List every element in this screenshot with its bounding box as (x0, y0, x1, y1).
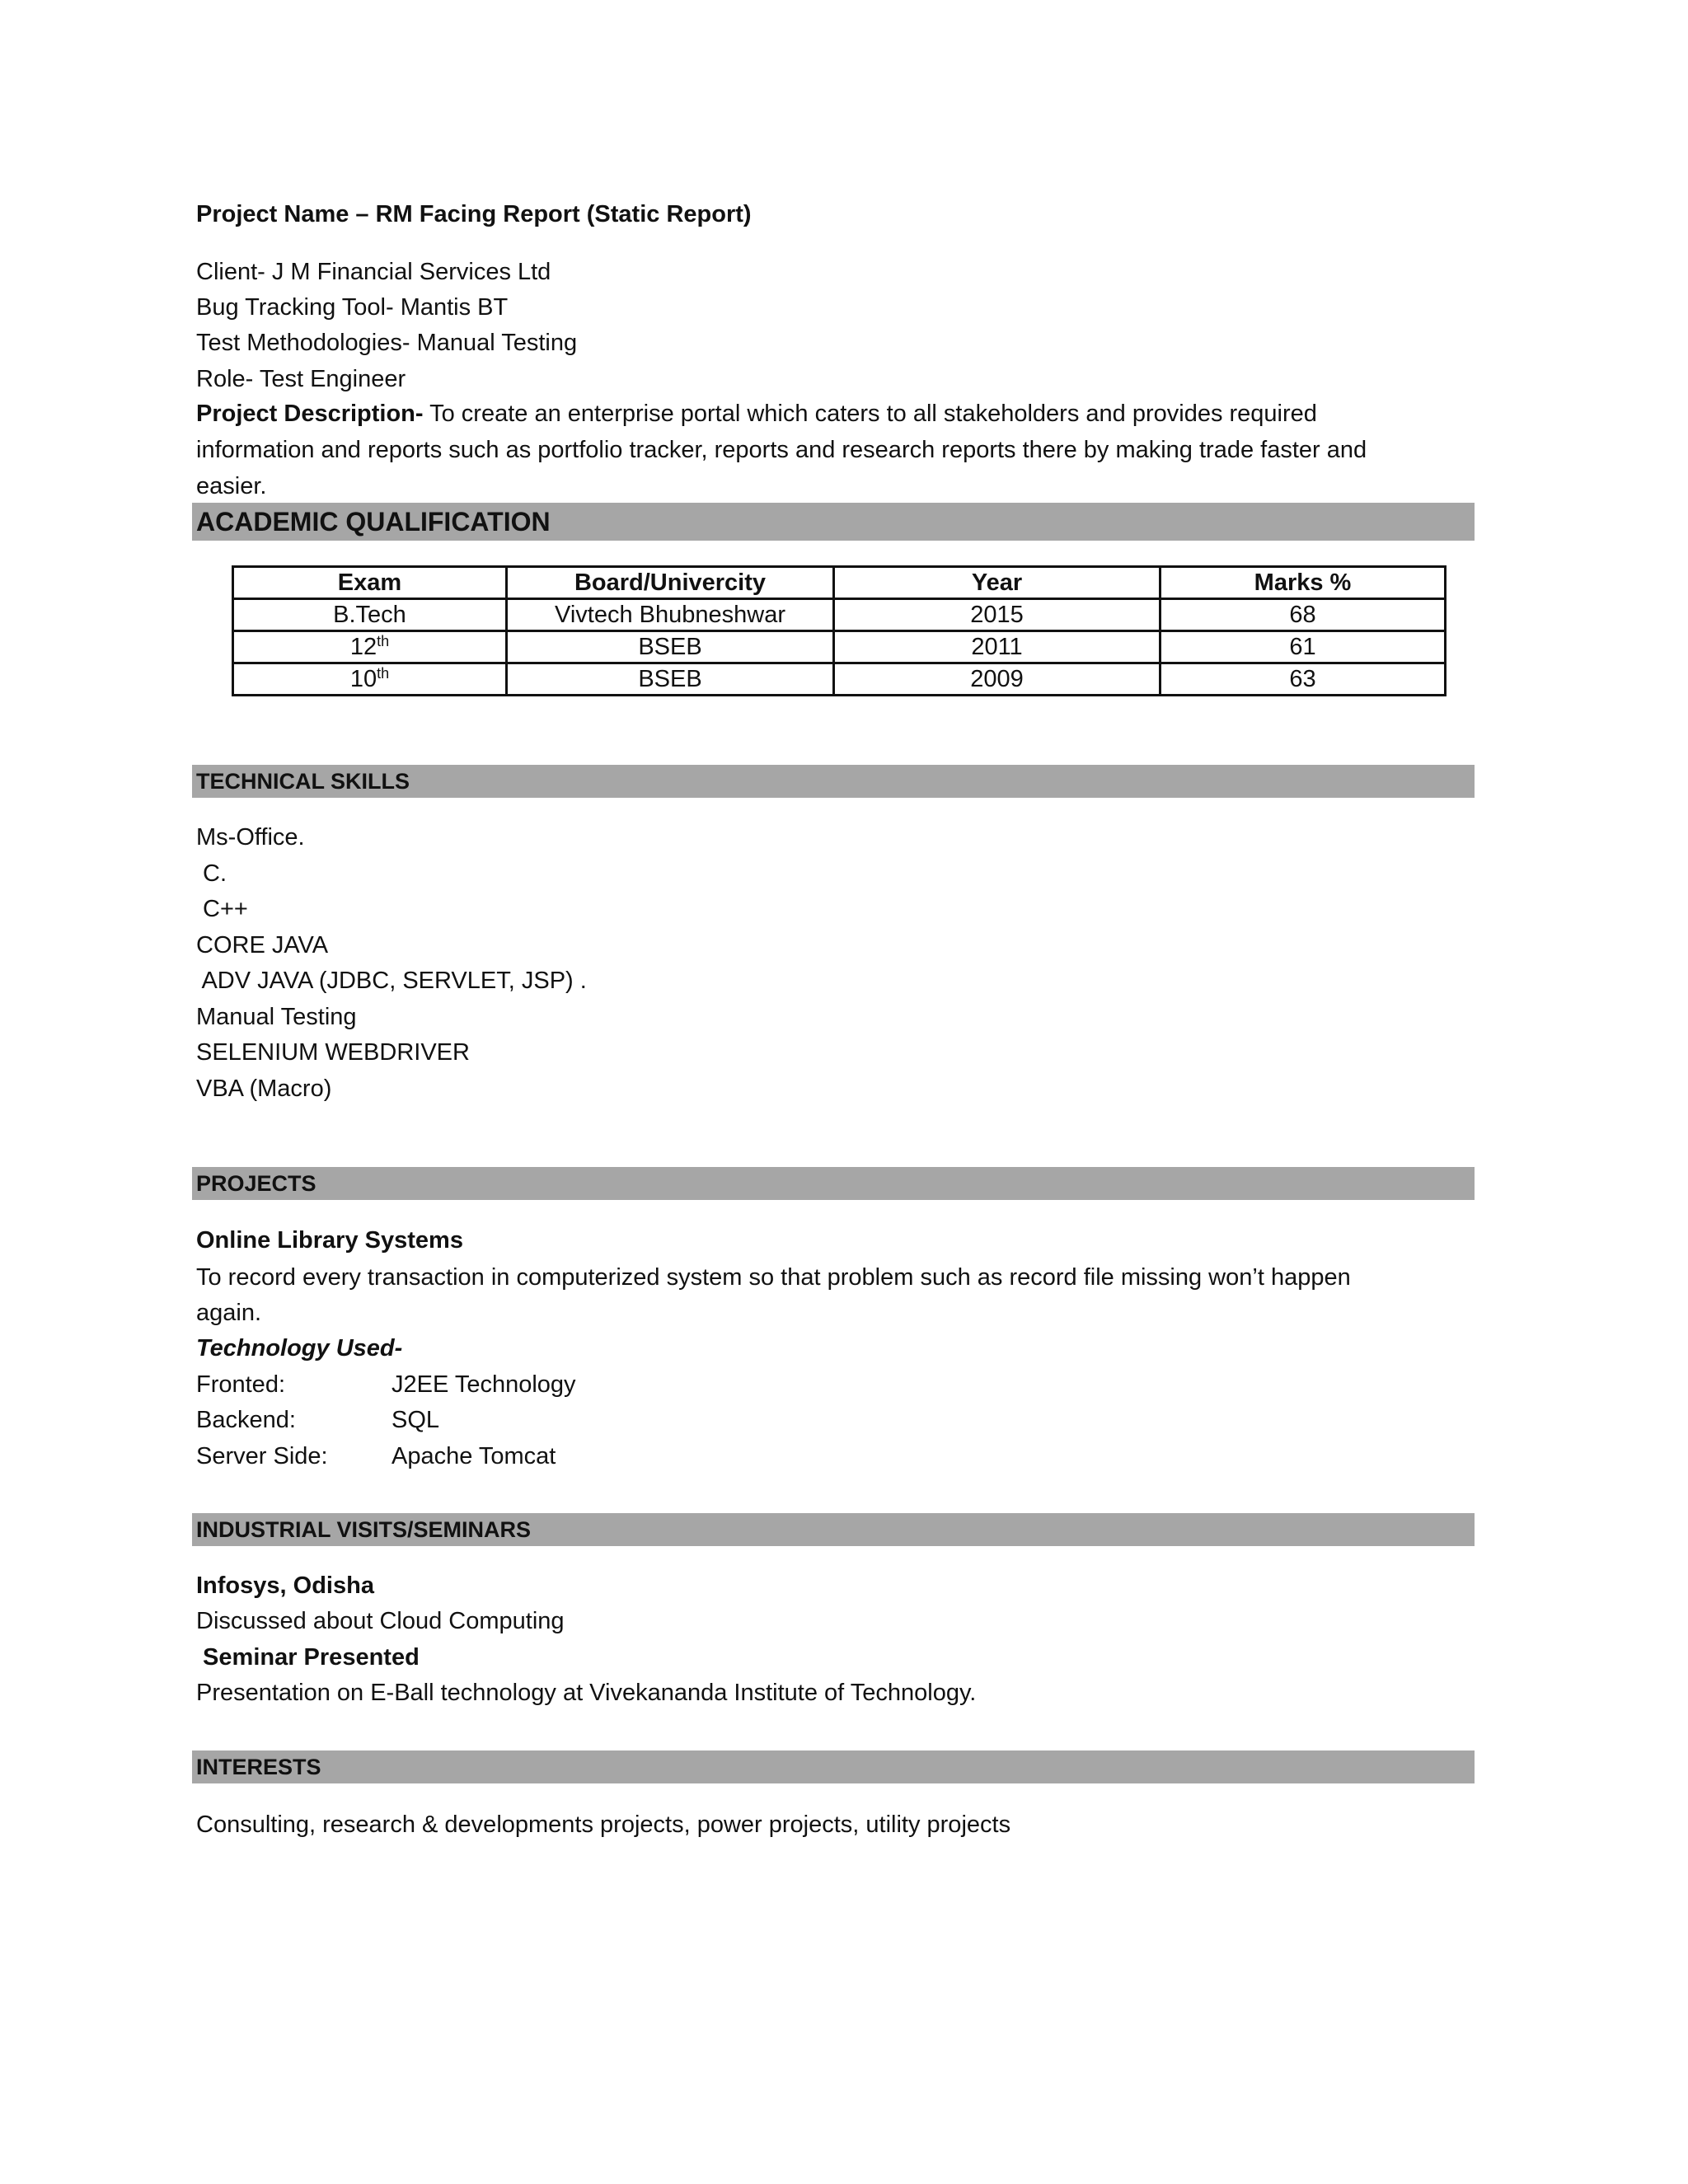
project-desc-line1: To record every transaction in computerized system so that problem such as record file missing won’t happen (196, 1264, 1351, 1291)
table-row (233, 631, 1446, 663)
skills-heading: TECHNICAL SKILLS (192, 765, 1475, 798)
cell-marks: 63 (1160, 663, 1446, 696)
project-description-label: Project Description- (196, 401, 424, 427)
seminar-label: Seminar Presented (196, 1644, 420, 1671)
cell-exam: 12th (233, 631, 507, 663)
skill-item: CORE JAVA (196, 932, 329, 958)
column-header-year: Year (834, 567, 1160, 599)
skill-item: VBA (Macro) (196, 1076, 332, 1102)
tech-row (196, 1404, 439, 1436)
cell-board: BSEB (507, 663, 834, 696)
project-description-line2: information and reports such as portfolio tracker, reports and research reports there by making trade faster and (196, 437, 1367, 463)
skill-item: C++ (196, 896, 248, 922)
tech-value: SQL (392, 1407, 440, 1433)
skill-item: Ms-Office. (196, 824, 305, 851)
cell-marks: 68 (1160, 599, 1446, 631)
project-description (196, 397, 1317, 430)
skill-item: ADV JAVA (JDBC, SERVLET, JSP) . (196, 968, 587, 994)
cell-marks: 61 (1160, 631, 1446, 663)
tech-row (196, 1368, 576, 1401)
cell-year: 2015 (834, 599, 1160, 631)
tech-label: Backend: (196, 1407, 296, 1433)
technology-used-label: Technology Used- (196, 1335, 403, 1361)
column-header-marks: Marks % (1160, 567, 1446, 599)
project-client: Client- J M Financial Services Ltd (196, 259, 551, 285)
cell-board: Vivtech Bhubneshwar (507, 599, 834, 631)
cell-exam: B.Tech (233, 599, 507, 631)
project-name: Online Library Systems (196, 1227, 463, 1254)
skill-item: Manual Testing (196, 1004, 357, 1030)
qualification-table (232, 565, 1447, 696)
tech-label: Server Side: (196, 1443, 328, 1469)
visits-heading: INDUSTRIAL VISITS/SEMINARS (192, 1513, 1475, 1546)
project-title: Project Name – RM Facing Report (Static Report) (196, 201, 752, 227)
cell-exam: 10th (233, 663, 507, 696)
visit-description: Discussed about Cloud Computing (196, 1608, 565, 1634)
interests-heading: INTERESTS (192, 1750, 1475, 1783)
column-header-exam: Exam (233, 567, 507, 599)
cell-year: 2009 (834, 663, 1160, 696)
table-row (233, 663, 1446, 696)
visit-place: Infosys, Odisha (196, 1572, 374, 1599)
academic-heading: ACADEMIC QUALIFICATION (192, 503, 1475, 541)
project-description-line3: easier. (196, 473, 267, 499)
project-desc-line2: again. (196, 1300, 262, 1326)
table-header-row (233, 567, 1446, 599)
project-description-text: To create an enterprise portal which caters to all stakeholders and provides required (423, 401, 1317, 427)
tech-value: Apache Tomcat (392, 1443, 556, 1469)
tech-value: J2EE Technology (392, 1371, 576, 1398)
interests-text: Consulting, research & developments projects, power projects, utility projects (196, 1811, 1011, 1838)
column-header-board: Board/Univercity (507, 567, 834, 599)
cell-board: BSEB (507, 631, 834, 663)
project-bug-tool: Bug Tracking Tool- Mantis BT (196, 294, 509, 321)
tech-label: Fronted: (196, 1371, 285, 1398)
skill-item: C. (196, 860, 227, 887)
project-methodologies: Test Methodologies- Manual Testing (196, 330, 578, 356)
tech-row (196, 1440, 556, 1473)
project-role: Role- Test Engineer (196, 366, 406, 392)
projects-heading: PROJECTS (192, 1167, 1475, 1200)
cell-year: 2011 (834, 631, 1160, 663)
seminar-description: Presentation on E-Ball technology at Vivekananda Institute of Technology. (196, 1680, 977, 1706)
table-row (233, 599, 1446, 631)
skill-item: SELENIUM WEBDRIVER (196, 1039, 470, 1066)
